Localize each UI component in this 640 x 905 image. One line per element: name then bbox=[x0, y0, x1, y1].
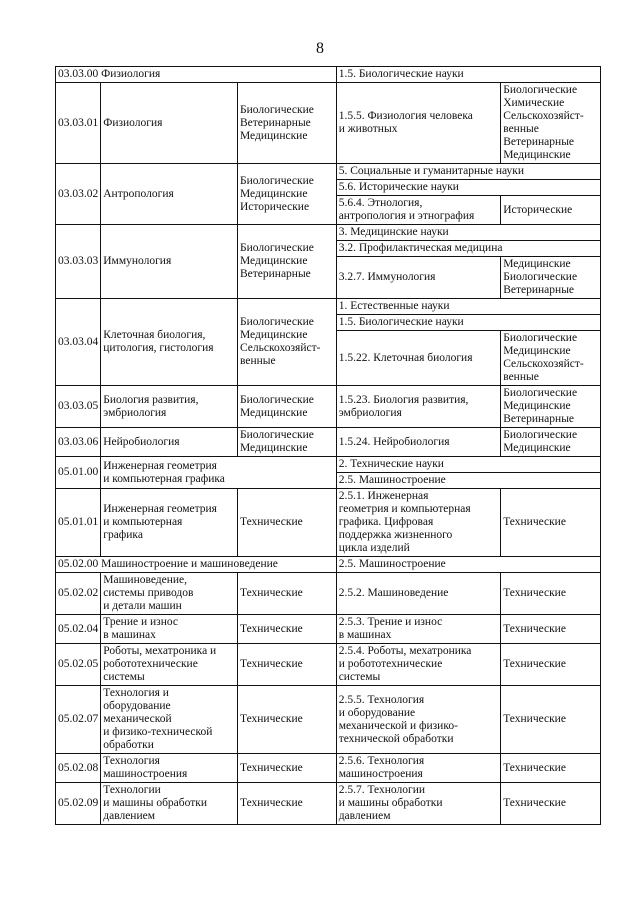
specialty-code-cell: 05.02.08 bbox=[56, 754, 101, 783]
branches-cell: Технические bbox=[237, 489, 336, 557]
scientific-specialty-cell: 1.5.24. Нейробиология bbox=[336, 428, 501, 457]
specialty-name-cell: Машиноведение, системы приводов и детали машин bbox=[101, 573, 238, 615]
science-subgroup-cell: 2.5. Машиностроение bbox=[336, 473, 600, 489]
science-subgroup-cell: 5.6. Исторические науки bbox=[336, 180, 600, 196]
branches-cell: Технические bbox=[237, 615, 336, 644]
specialty-code-cell: 05.02.05 bbox=[56, 644, 101, 686]
specialty-name-cell: Инженерная геометрия и компьютерная графика bbox=[101, 489, 238, 557]
science-group-cell: 1. Естественные науки bbox=[336, 299, 600, 315]
specialty-code-cell: 03.03.02 bbox=[56, 164, 101, 225]
scientific-specialty-cell: 1.5.23. Биология развития, эмбриология bbox=[336, 386, 501, 428]
specialty-correspondence-table bbox=[55, 66, 601, 825]
table-row bbox=[56, 686, 601, 754]
specialty-code-cell: 05.01.00 bbox=[56, 457, 101, 489]
table-row bbox=[56, 573, 601, 615]
table-row bbox=[56, 67, 601, 83]
scientific-branches-cell: Технические bbox=[501, 686, 601, 754]
science-group-cell: 5. Социальные и гуманитарные науки bbox=[336, 164, 600, 180]
table-row bbox=[56, 225, 601, 241]
branches-cell: Биологические Медицинские bbox=[237, 386, 336, 428]
table-row bbox=[56, 615, 601, 644]
science-group-cell: 3. Медицинские науки bbox=[336, 225, 600, 241]
group-heading-cell: 03.03.00 Физиология bbox=[56, 67, 337, 83]
table-row bbox=[56, 386, 601, 428]
table-row bbox=[56, 644, 601, 686]
branches-cell: Биологические Медицинские bbox=[237, 428, 336, 457]
scientific-specialty-cell: 5.6.4. Этнология, антропология и этнография bbox=[336, 196, 501, 225]
specialty-name-cell: Трение и износ в машинах bbox=[101, 615, 238, 644]
table-row bbox=[56, 457, 601, 473]
specialty-name-cell: Биология развития, эмбриология bbox=[101, 386, 238, 428]
scientific-branches-cell: Технические bbox=[501, 573, 601, 615]
table-row bbox=[56, 557, 601, 573]
scientific-branches-cell: Исторические bbox=[501, 196, 601, 225]
table-row bbox=[56, 83, 601, 164]
scientific-branches-cell: Биологические Химические Сельскохозяйст- венные Ветеринарные Медицинские bbox=[501, 83, 601, 164]
group-heading-cell: 05.02.00 Машиностроение и машиноведение bbox=[56, 557, 337, 573]
scientific-branches-cell: Биологические Медицинские Ветеринарные bbox=[501, 386, 601, 428]
specialty-name-cell: Технология и оборудование механической и физико-технической обработки bbox=[101, 686, 238, 754]
scientific-branches-cell: Медицинские Биологические Ветеринарные bbox=[501, 257, 601, 299]
branches-cell: Биологические Медицинские Сельскохозяйст- венные bbox=[237, 299, 336, 386]
specialty-name-cell: Клеточная биология, цитология, гистология bbox=[101, 299, 238, 386]
science-group-cell: 2. Технические науки bbox=[336, 457, 600, 473]
specialty-name-cell: Роботы, мехатроника и робототехнические системы bbox=[101, 644, 238, 686]
scientific-branches-cell: Технические bbox=[501, 489, 601, 557]
specialty-code-cell: 05.02.04 bbox=[56, 615, 101, 644]
table-row bbox=[56, 299, 601, 315]
branches-cell: Технические bbox=[237, 573, 336, 615]
specialty-name-cell: Технология машиностроения bbox=[101, 754, 238, 783]
table-row bbox=[56, 428, 601, 457]
specialty-name-cell: Антропология bbox=[101, 164, 238, 225]
scientific-specialty-cell: 1.5.5. Физиология человека и животных bbox=[336, 83, 501, 164]
table-row bbox=[56, 489, 601, 557]
specialty-name-cell: Физиология bbox=[101, 83, 238, 164]
branches-cell: Технические bbox=[237, 686, 336, 754]
science-subgroup-cell: 1.5. Биологические науки bbox=[336, 315, 600, 331]
specialty-code-cell: 03.03.06 bbox=[56, 428, 101, 457]
specialty-name-cell: Технологии и машины обработки давлением bbox=[101, 783, 238, 825]
branches-cell: Биологические Медицинские Ветеринарные bbox=[237, 225, 336, 299]
branches-cell: Биологические Медицинские Исторические bbox=[237, 164, 336, 225]
branches-cell: Технические bbox=[237, 783, 336, 825]
branches-cell: Технические bbox=[237, 754, 336, 783]
scientific-specialty-cell: 1.5.22. Клеточная биология bbox=[336, 331, 501, 386]
scientific-branches-cell: Технические bbox=[501, 644, 601, 686]
specialty-code-cell: 03.03.03 bbox=[56, 225, 101, 299]
scientific-specialty-cell: 2.5.5. Технология и оборудование механической и физико- технической обработки bbox=[336, 686, 501, 754]
table-row bbox=[56, 164, 601, 180]
scientific-specialty-cell: 2.5.7. Технологии и машины обработки давлением bbox=[336, 783, 501, 825]
specialty-code-cell: 05.02.02 bbox=[56, 573, 101, 615]
group-heading-cell: Инженерная геометрия и компьютерная графика bbox=[101, 457, 336, 489]
science-group-cell: 2.5. Машиностроение bbox=[336, 557, 600, 573]
specialty-name-cell: Иммунология bbox=[101, 225, 238, 299]
science-subgroup-cell: 3.2. Профилактическая медицина bbox=[336, 241, 600, 257]
scientific-branches-cell: Биологические Медицинские bbox=[501, 428, 601, 457]
table-row bbox=[56, 754, 601, 783]
branches-cell: Биологические Ветеринарные Медицинские bbox=[237, 83, 336, 164]
scientific-branches-cell: Биологические Медицинские Сельскохозяйст- венные bbox=[501, 331, 601, 386]
page-number: 8 bbox=[316, 40, 324, 57]
branches-cell: Технические bbox=[237, 644, 336, 686]
scientific-branches-cell: Технические bbox=[501, 783, 601, 825]
specialty-code-cell: 03.03.05 bbox=[56, 386, 101, 428]
scientific-specialty-cell: 2.5.6. Технология машиностроения bbox=[336, 754, 501, 783]
scientific-specialty-cell: 2.5.4. Роботы, мехатроника и робототехнические системы bbox=[336, 644, 501, 686]
specialty-code-cell: 05.01.01 bbox=[56, 489, 101, 557]
specialty-code-cell: 05.02.07 bbox=[56, 686, 101, 754]
scientific-specialty-cell: 3.2.7. Иммунология bbox=[336, 257, 501, 299]
table-row bbox=[56, 783, 601, 825]
science-group-cell: 1.5. Биологические науки bbox=[336, 67, 600, 83]
specialty-name-cell: Нейробиология bbox=[101, 428, 238, 457]
scientific-specialty-cell: 2.5.3. Трение и износ в машинах bbox=[336, 615, 501, 644]
specialty-code-cell: 03.03.04 bbox=[56, 299, 101, 386]
scientific-specialty-cell: 2.5.2. Машиноведение bbox=[336, 573, 501, 615]
scientific-branches-cell: Технические bbox=[501, 754, 601, 783]
scientific-branches-cell: Технические bbox=[501, 615, 601, 644]
specialty-code-cell: 05.02.09 bbox=[56, 783, 101, 825]
specialty-code-cell: 03.03.01 bbox=[56, 83, 101, 164]
scientific-specialty-cell: 2.5.1. Инженерная геометрия и компьютерная графика. Цифровая поддержка жизненного цикла изделий bbox=[336, 489, 501, 557]
